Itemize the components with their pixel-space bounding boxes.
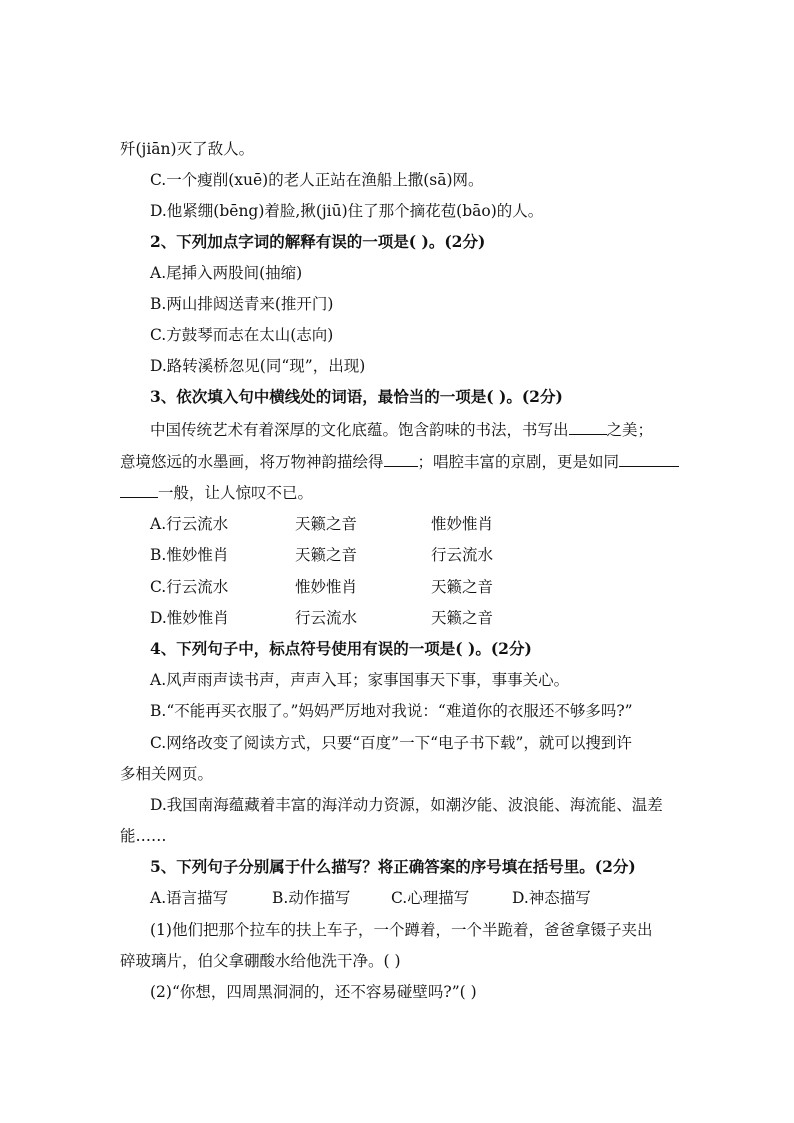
q3-passage-line-1 [150, 420, 653, 440]
q4-option-b: B.“不能再买衣服了。”妈妈严厉地对我说：“难道你的衣服还不够多吗?” [150, 702, 633, 720]
passage-text: 中国传统艺术有着深厚的文化底蕴。饱含韵味的书法，书写出 [150, 421, 569, 439]
q3-option-cell: 天籁之音 [431, 578, 494, 596]
passage-text: 意境悠远的水墨画，将万物神韵描绘得 [120, 453, 384, 471]
q5-option-a: A.语言描写 [150, 889, 229, 907]
q2-option-c: C.方鼓琴而志在太山(志向) [150, 326, 334, 344]
q3-option-cell: 天籁之音 [295, 515, 358, 533]
q1-option-d: D.他紧绷(bēng)着脸,揪(jiū)住了那个摘花苞(bāo)的人。 [150, 202, 544, 220]
question-3: 3、依次填入句中横线处的词语，最恰当的一项是( )。(2分) [150, 387, 563, 406]
q4-option-c: C.网络改变了阅读方式，只要“百度”一下“电子书下载”，就可以搜到许 [150, 734, 632, 752]
question-4: 4、下列句子中，标点符号使用有误的一项是( )。(2分) [150, 639, 532, 658]
q5-sentence-1-cont: 碎玻璃片，伯父拿硼酸水给他洗干净。( ) [120, 952, 401, 970]
q3-passage-line-2 [120, 452, 679, 472]
question-5: 5、下列句子分别属于什么描写？将正确答案的序号填在括号里。(2分) [150, 857, 636, 876]
q5-option-c: C.心理描写 [391, 889, 470, 907]
q5-sentence-2: (2)“你想，四周黑洞洞的，还不容易碰壁吗?”( ) [150, 983, 477, 1001]
q3-option-cell: C.行云流水 [150, 578, 229, 596]
q3-option-cell: B.惟妙惟肖 [150, 546, 229, 564]
q3-option-cell: D.惟妙惟肖 [150, 609, 229, 627]
q2-option-a: A.尾揷入两股间(抽缩) [150, 264, 303, 282]
q3-option-cell: 天籁之音 [295, 546, 358, 564]
text-line: 歼(jiān)灭了敌人。 [120, 140, 255, 158]
q3-option-cell: 行云流水 [295, 609, 358, 627]
q2-option-d: D.路转溪桥忽见(同“现”，出现) [150, 357, 366, 375]
q3-option-cell: 惟妙惟肖 [295, 578, 358, 596]
q5-sentence-1: (1)他们把那个拉车的扶上车子，一个蹲着，一个半跪着，爸爸拿镊子夹出 [150, 921, 653, 939]
q3-option-cell: A.行云流水 [150, 515, 229, 533]
q1-option-c: C.一个瘦削(xuē)的老人正站在渔船上撒(sā)网。 [150, 171, 484, 189]
passage-text: 之美； [606, 421, 654, 439]
passage-text: 一般，让人惊叹不已。 [158, 484, 314, 502]
q3-passage-line-3 [120, 483, 313, 503]
q4-option-a: A.风声雨声读书声，声声入耳；家事国事天下事，事事关心。 [150, 671, 570, 689]
q3-option-cell: 天籁之音 [431, 609, 494, 627]
q3-option-cell: 惟妙惟肖 [431, 515, 494, 533]
q5-option-b: B.动作描写 [272, 889, 351, 907]
fill-blank [619, 452, 679, 467]
question-2: 2、下列加点字词的解释有误的一项是( )。(2分) [150, 232, 486, 251]
fill-blank [120, 483, 158, 498]
q2-option-b: B.两山排闼送青来(推开门) [150, 295, 334, 313]
q4-option-d: D.我国南海蕴藏着丰富的海洋动力资源，如潮汐能、波浪能、海流能、温差 [150, 796, 663, 814]
fill-blank [384, 452, 418, 467]
fill-blank [569, 420, 607, 435]
q3-option-cell: 行云流水 [431, 546, 494, 564]
q5-option-d: D.神态描写 [512, 889, 591, 907]
passage-text: ；唱腔丰富的京剧，更是如同 [417, 453, 620, 471]
q4-option-d-cont: 能…… [120, 827, 167, 845]
q4-option-c-cont: 多相关网页。 [120, 765, 214, 783]
